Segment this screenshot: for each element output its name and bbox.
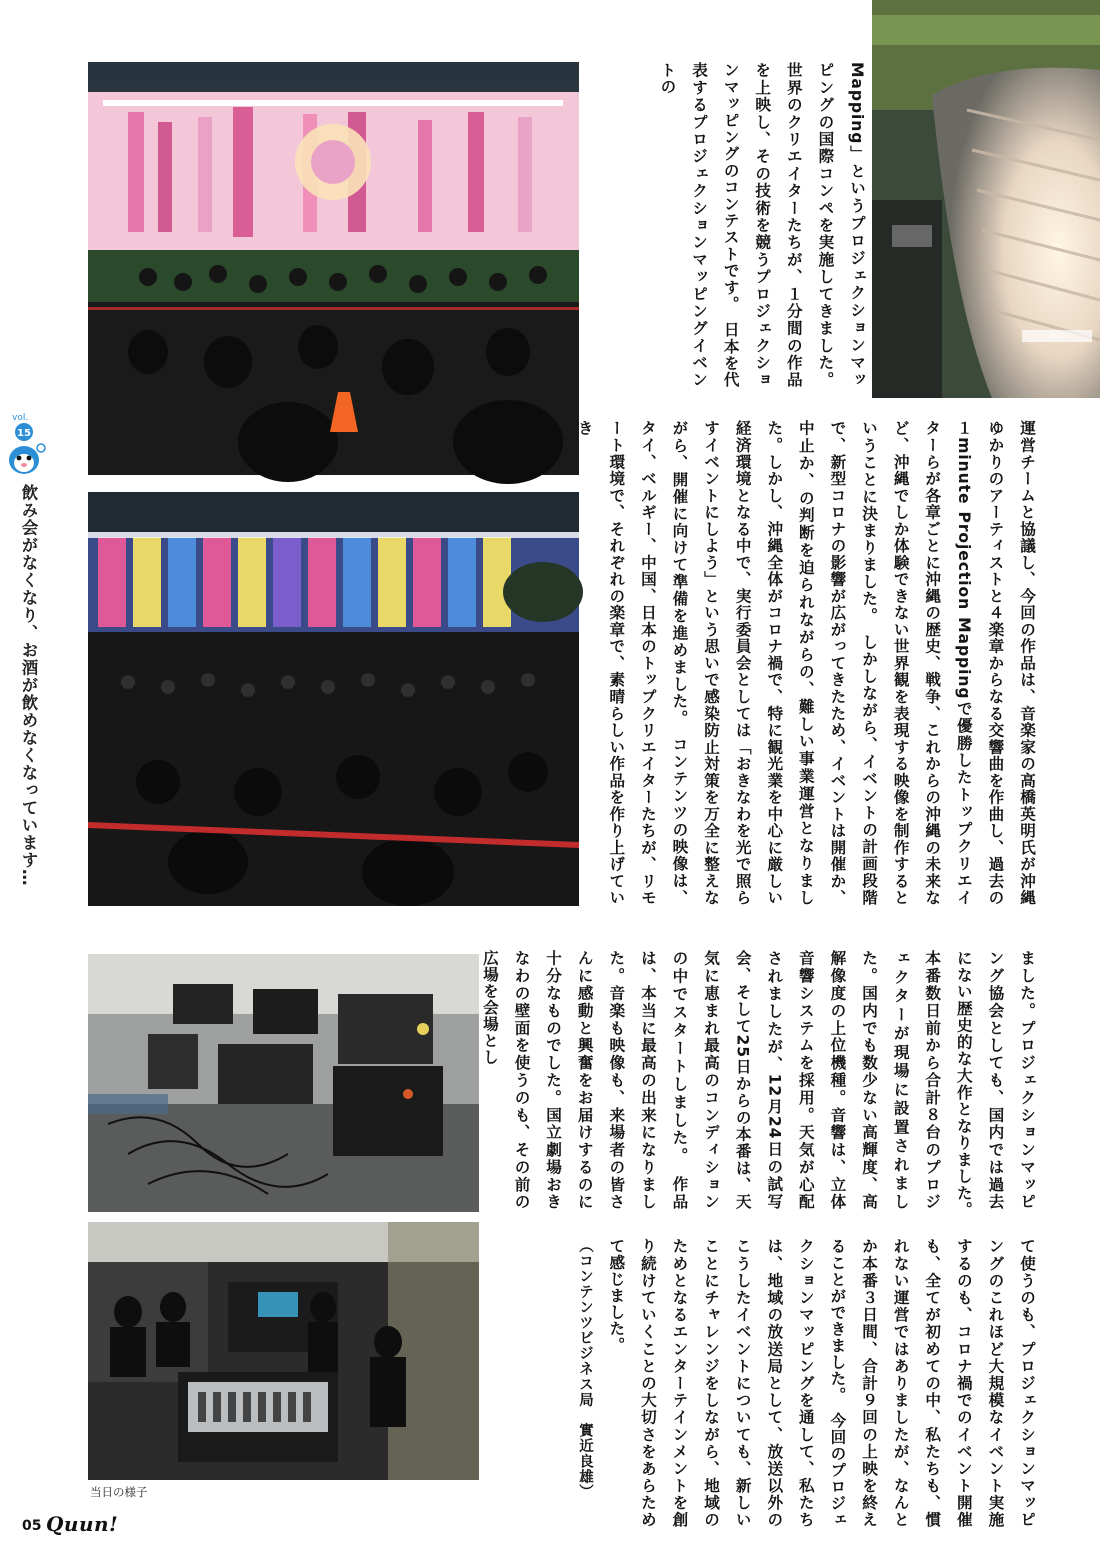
article-signature: [570, 1238, 600, 1528]
night-crowd-photo-1: [88, 62, 579, 475]
photo-caption: 当日の様子: [90, 1485, 148, 1499]
article-text: 運営チームと協議し、今回の作品は、音楽家の高橋英明氏が沖縄ゆかりのアーティストと４楽章からなる交響曲を作曲し、過去の１minute Projection Mappingで優勝したトップクリエイターらが各章ごとに沖縄の歴史、戦争、これからの沖縄の未来など、沖縄でしか体験できない世界観を表現する映像を制作するということに決まりました。 しかしながら、イベントの計画段階で、新型コロナの影響が広がってきたため、イベントは開催か、中止か、の判断を迫られながらの、難しい事業運営となりました。しかし、沖縄全体がコロナ禍で、特に観光業を中心に厳しい経済環境となる中で、実行委員会としては「おきなわを光で照らすイベントにしよう」という思いで感染防止対策を万全に整えながら、開催に向けて準備を進めました。 コンテンツの映像は、タイ、ベルギー、中国、日本のトップクリエイターたちが、リモート環境で、それぞれの楽章で、素晴らしい作品を作り上げていき: [575, 420, 1036, 906]
article-text: て使うのも、プロジェクションマッピングのこれほど大規模なイベント実施するのも、コロナ禍でのイベント開催も、全てが初めての中、私たちも、慣れない運営ではありましたが、なんとか本番３日間、合計９回の上映を終えることができました。 今回のプロジェクションマッピングを通して、私たちは、地域の放送局として、放送以外のこうしたイベントについても、新しいことにチャレンジをしながら、地域のためとなるエンターテインメントを創り続けていくことの大切さをあらためて感じました。: [607, 1238, 1036, 1528]
article-text: ました。プロジェクションマッピング協会としても、国内では過去にない歴史的な大作となりました。 本番数日前から合計８台のプロジェクターが現場に設置されました。国内でも数少ない高輝度、高解像度の上位機種。音響は、立体音響システムを採用。天気が心配されましたが、12月24日の試写会、そして25日からの本番は、天気に恵まれ最高のコンディションの中でスタートしました。 作品は、本当に最高の出来になりました。音楽も映像も、来場者の皆さんに感動と興奮をお届けするのに十分なものでした。国立劇場おきなわの壁面を使うのも、その前の広場を会場とし: [480, 950, 1036, 1227]
vol-label: vol.: [12, 413, 29, 423]
page-number: 05: [22, 1518, 42, 1534]
vol-badge: [4, 408, 48, 478]
article-column-lower-left: [524, 1238, 1042, 1528]
article-column-lower-right: [480, 950, 1042, 1227]
night-crowd-photo-2: [88, 492, 579, 906]
vol-number: 15: [17, 428, 31, 439]
control-booth-photo: [88, 1222, 479, 1480]
article-text: Mapping」というプロジェクションマッピングの国際コンペを実施してきました。世界のクリエイターたちが、１分間の作品を上映し、その技術を競うプロジェクションマッピングのコンテストです。 日本を代表するプロジェクションマッピングイベントの: [658, 62, 866, 388]
wall-closeup-photo: [872, 0, 1100, 398]
mascot-icon: [9, 444, 45, 474]
equipment-photo: [88, 954, 479, 1212]
signature-text: （コンテンツビジネス局 實近良雄）: [577, 1238, 593, 1500]
magazine-logo: Quun!: [46, 1512, 119, 1536]
article-column-upper-right: [575, 420, 1042, 906]
series-headline: 飲み会がなくなり、お酒が飲めなくなっています…: [19, 484, 38, 887]
article-column-upper-left: [598, 62, 872, 388]
